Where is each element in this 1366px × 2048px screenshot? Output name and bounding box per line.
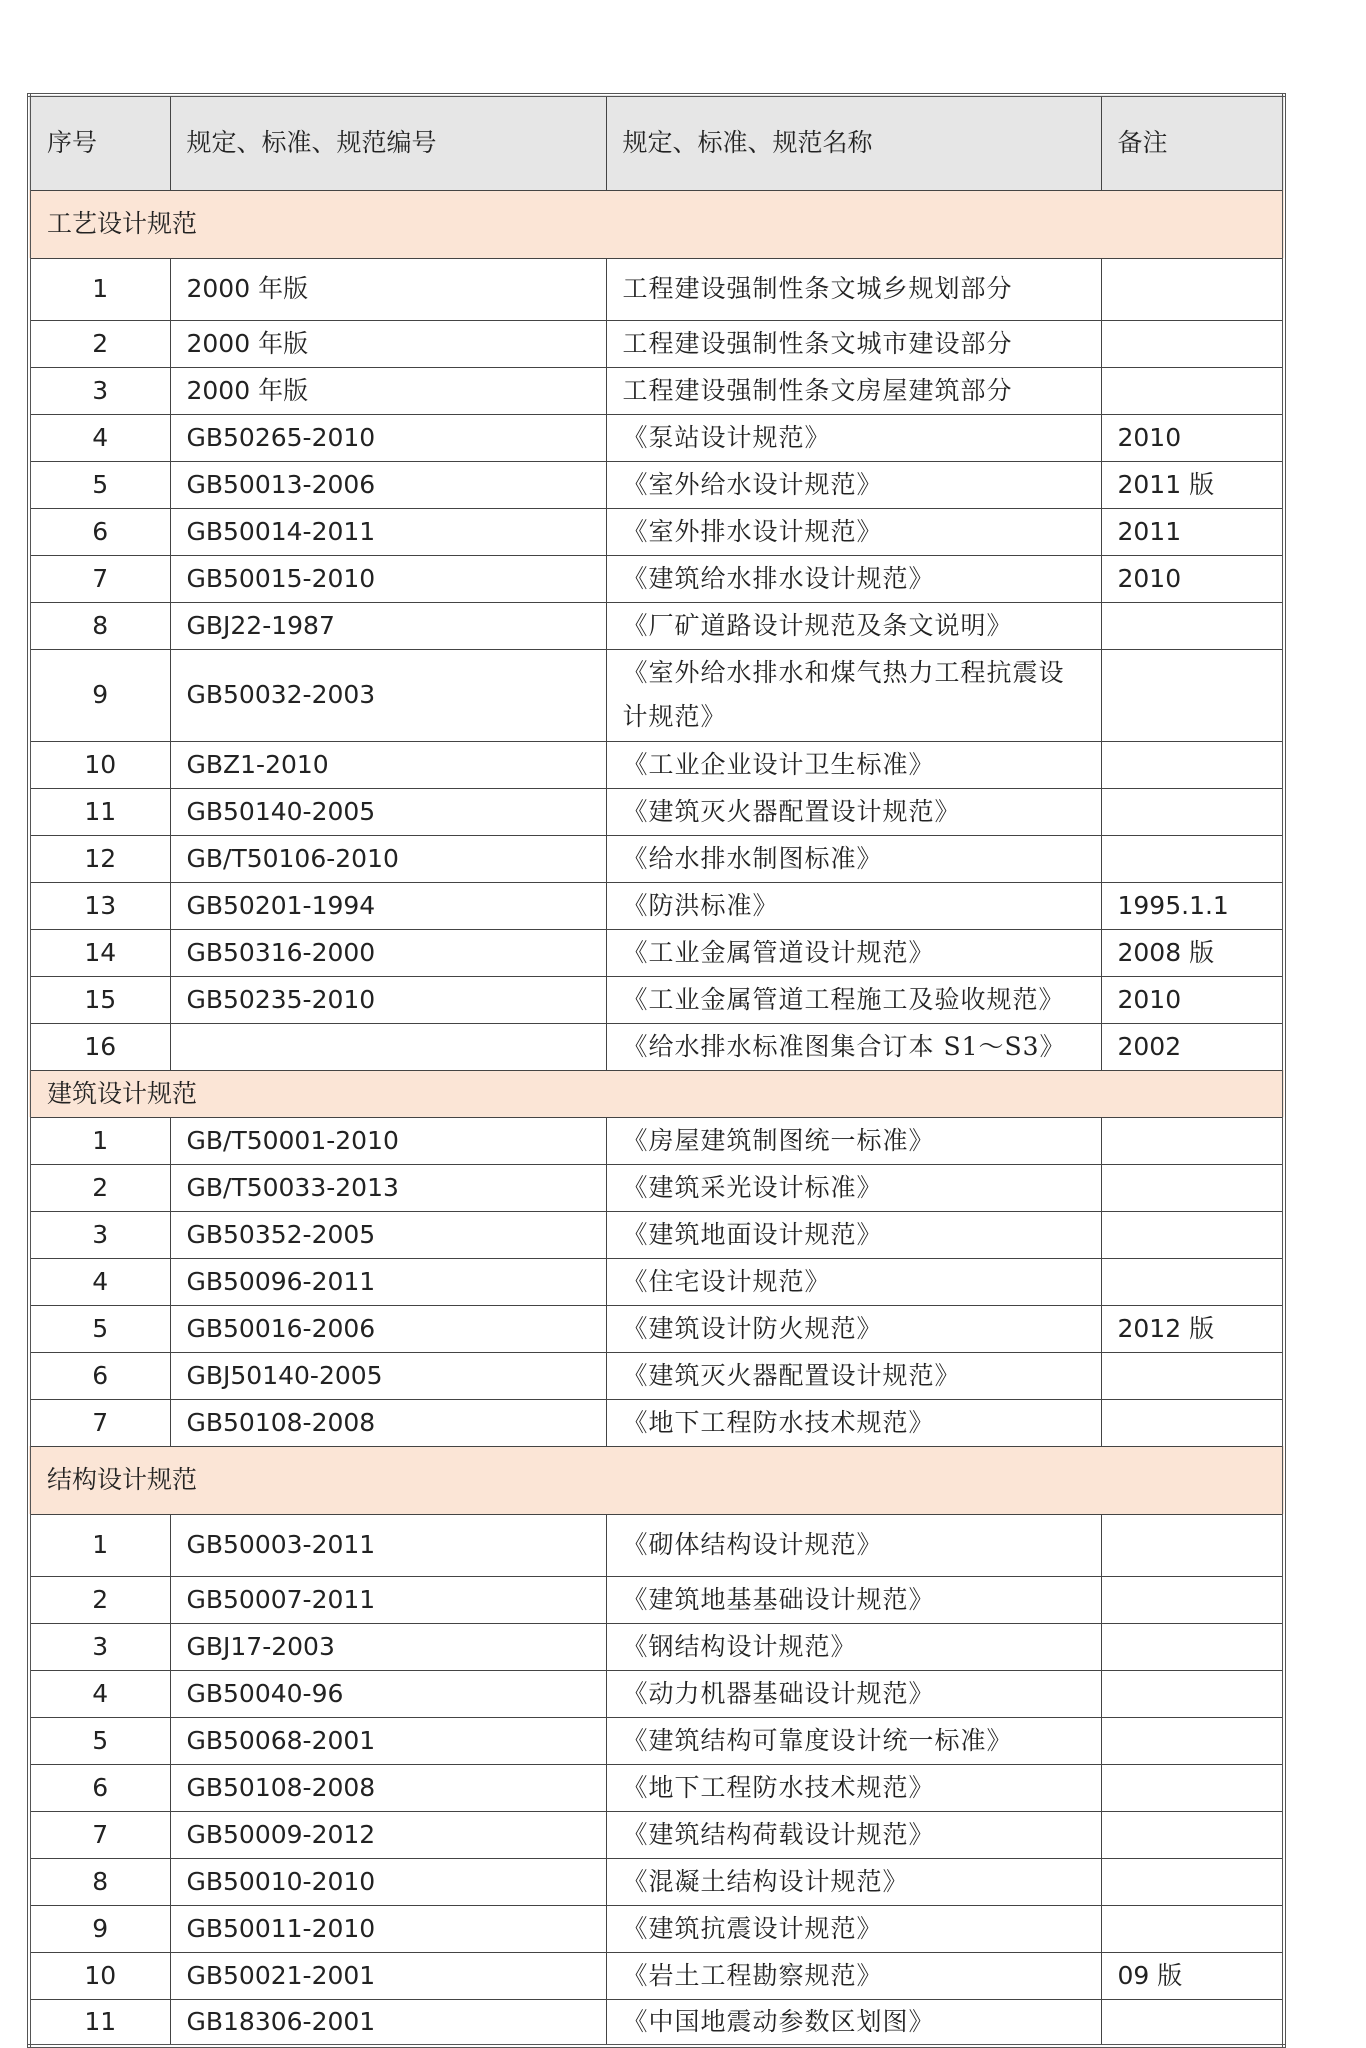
table-header-row: [29, 95, 1284, 190]
standard-name: 《混凝土结构设计规范》: [606, 1858, 1101, 1905]
table-row: [29, 882, 1284, 929]
row-index: 10: [29, 1952, 170, 1999]
standard-name: 《给水排水标准图集合订本 S1～S3》: [606, 1023, 1101, 1070]
standard-name: 《工业金属管道设计规范》: [606, 929, 1101, 976]
row-index: 6: [29, 1764, 170, 1811]
table-row: [29, 788, 1284, 835]
standard-code: GB50007-2011: [170, 1576, 606, 1623]
row-note: 2010: [1101, 976, 1284, 1023]
row-note: [1101, 1352, 1284, 1399]
row-index: 7: [29, 1399, 170, 1446]
standard-code: GB50010-2010: [170, 1858, 606, 1905]
table-row: [29, 1999, 1284, 2046]
row-index: 8: [29, 1858, 170, 1905]
standard-code: GB50040-96: [170, 1670, 606, 1717]
row-index: 10: [29, 741, 170, 788]
standard-code: GB/T50001-2010: [170, 1117, 606, 1164]
row-note: [1101, 1811, 1284, 1858]
table-row: [29, 649, 1284, 741]
row-note: [1101, 835, 1284, 882]
standard-code: GB50016-2006: [170, 1305, 606, 1352]
table-row: [29, 367, 1284, 414]
section-title: 建筑设计规范: [29, 1070, 1284, 1117]
standard-code: GB50009-2012: [170, 1811, 606, 1858]
standard-name: 工程建设强制性条文城市建设部分: [606, 320, 1101, 367]
row-note: [1101, 602, 1284, 649]
standard-code: 2000 年版: [170, 258, 606, 320]
row-index: 2: [29, 320, 170, 367]
table-row: [29, 555, 1284, 602]
table-row: [29, 602, 1284, 649]
standard-code: GB18306-2001: [170, 1999, 606, 2046]
row-index: 5: [29, 461, 170, 508]
standard-name: 《房屋建筑制图统一标准》: [606, 1117, 1101, 1164]
row-note: [1101, 320, 1284, 367]
table-row: [29, 1258, 1284, 1305]
row-index: 9: [29, 1905, 170, 1952]
row-index: 15: [29, 976, 170, 1023]
standard-code: GB50014-2011: [170, 508, 606, 555]
row-note: [1101, 1764, 1284, 1811]
table-row: [29, 1023, 1284, 1070]
standard-code: GB50032-2003: [170, 649, 606, 741]
row-note: [1101, 788, 1284, 835]
row-note: [1101, 649, 1284, 741]
row-note: [1101, 1670, 1284, 1717]
table-row: [29, 1399, 1284, 1446]
standard-code: GB50201-1994: [170, 882, 606, 929]
standard-name: 《工业企业设计卫生标准》: [606, 741, 1101, 788]
row-index: 8: [29, 602, 170, 649]
standard-name: 《住宅设计规范》: [606, 1258, 1101, 1305]
row-index: 2: [29, 1576, 170, 1623]
row-index: 7: [29, 555, 170, 602]
row-note: [1101, 1399, 1284, 1446]
standard-name: 《厂矿道路设计规范及条文说明》: [606, 602, 1101, 649]
row-index: 3: [29, 1623, 170, 1670]
table-row: [29, 1164, 1284, 1211]
standard-code: 2000 年版: [170, 367, 606, 414]
standard-name: 工程建设强制性条文房屋建筑部分: [606, 367, 1101, 414]
row-note: [1101, 1514, 1284, 1576]
table-body: [29, 95, 1284, 2046]
row-index: 2: [29, 1164, 170, 1211]
standard-code: GB/T50033-2013: [170, 1164, 606, 1211]
standard-name: 《建筑设计防火规范》: [606, 1305, 1101, 1352]
header-note: 备注: [1101, 95, 1284, 190]
section-row: [29, 1070, 1284, 1117]
row-note: [1101, 1999, 1284, 2046]
section-row: [29, 1446, 1284, 1514]
standard-code: GB/T50106-2010: [170, 835, 606, 882]
row-note: 1995.1.1: [1101, 882, 1284, 929]
section-title: 结构设计规范: [29, 1446, 1284, 1514]
row-note: [1101, 1211, 1284, 1258]
row-note: [1101, 741, 1284, 788]
row-index: 6: [29, 1352, 170, 1399]
row-note: [1101, 1623, 1284, 1670]
standard-name: 《室外给水排水和煤气热力工程抗震设计规范》: [606, 649, 1101, 741]
standard-name: 《建筑结构荷载设计规范》: [606, 1811, 1101, 1858]
standard-code: 2000 年版: [170, 320, 606, 367]
standard-code: GB50003-2011: [170, 1514, 606, 1576]
row-index: 6: [29, 508, 170, 555]
standard-code: GB50068-2001: [170, 1717, 606, 1764]
row-note: 2002: [1101, 1023, 1284, 1070]
table-row: [29, 1764, 1284, 1811]
standard-code: GBJ22-1987: [170, 602, 606, 649]
table-row: [29, 1858, 1284, 1905]
table-row: [29, 1670, 1284, 1717]
row-index: 1: [29, 1117, 170, 1164]
standard-name: 《建筑抗震设计规范》: [606, 1905, 1101, 1952]
row-index: 11: [29, 788, 170, 835]
standard-name: 《工业金属管道工程施工及验收规范》: [606, 976, 1101, 1023]
row-index: 4: [29, 1670, 170, 1717]
row-note: [1101, 1117, 1284, 1164]
table-row: [29, 1905, 1284, 1952]
row-index: 5: [29, 1717, 170, 1764]
standard-code: GB50011-2010: [170, 1905, 606, 1952]
standard-name: 《地下工程防水技术规范》: [606, 1764, 1101, 1811]
table-row: [29, 976, 1284, 1023]
row-index: 13: [29, 882, 170, 929]
row-index: 4: [29, 1258, 170, 1305]
table-row: [29, 508, 1284, 555]
standard-code: GB50108-2008: [170, 1764, 606, 1811]
section-title: 工艺设计规范: [29, 190, 1284, 258]
standard-name: 《建筑灭火器配置设计规范》: [606, 1352, 1101, 1399]
row-note: [1101, 258, 1284, 320]
standard-name: 《岩土工程勘察规范》: [606, 1952, 1101, 1999]
table-row: [29, 835, 1284, 882]
table-row: [29, 1514, 1284, 1576]
row-note: 2011: [1101, 508, 1284, 555]
standard-name: 《动力机器基础设计规范》: [606, 1670, 1101, 1717]
row-note: 2011 版: [1101, 461, 1284, 508]
row-index: 1: [29, 1514, 170, 1576]
section-row: [29, 190, 1284, 258]
row-index: 7: [29, 1811, 170, 1858]
standard-name: 《建筑给水排水设计规范》: [606, 555, 1101, 602]
standard-name: 工程建设强制性条文城乡规划部分: [606, 258, 1101, 320]
standard-code: GB50265-2010: [170, 414, 606, 461]
row-note: 09 版: [1101, 1952, 1284, 1999]
standard-code: [170, 1023, 606, 1070]
row-note: 2008 版: [1101, 929, 1284, 976]
table-row: [29, 929, 1284, 976]
table-row: [29, 1576, 1284, 1623]
standard-code: GBZ1-2010: [170, 741, 606, 788]
table-row: [29, 1117, 1284, 1164]
row-index: 5: [29, 1305, 170, 1352]
standard-name: 《建筑地面设计规范》: [606, 1211, 1101, 1258]
standard-name: 《防洪标准》: [606, 882, 1101, 929]
row-note: 2010: [1101, 555, 1284, 602]
standard-code: GB50316-2000: [170, 929, 606, 976]
header-code: 规定、标准、规范编号: [170, 95, 606, 190]
table-row: [29, 258, 1284, 320]
table-row: [29, 1811, 1284, 1858]
standard-name: 《中国地震动参数区划图》: [606, 1999, 1101, 2046]
table-row: [29, 1211, 1284, 1258]
standard-code: GB50013-2006: [170, 461, 606, 508]
header-index: 序号: [29, 95, 170, 190]
table-row: [29, 1952, 1284, 1999]
table-row: [29, 320, 1284, 367]
table-row: [29, 1352, 1284, 1399]
row-index: 1: [29, 258, 170, 320]
row-note: [1101, 367, 1284, 414]
standard-name: 《建筑采光设计标准》: [606, 1164, 1101, 1211]
table-row: [29, 414, 1284, 461]
standard-name: 《室外给水设计规范》: [606, 461, 1101, 508]
table-row: [29, 741, 1284, 788]
row-index: 11: [29, 1999, 170, 2046]
row-note: [1101, 1164, 1284, 1211]
standard-name: 《地下工程防水技术规范》: [606, 1399, 1101, 1446]
row-note: [1101, 1258, 1284, 1305]
table-row: [29, 1623, 1284, 1670]
standard-code: GB50108-2008: [170, 1399, 606, 1446]
row-note: [1101, 1717, 1284, 1764]
row-note: [1101, 1576, 1284, 1623]
standard-code: GBJ17-2003: [170, 1623, 606, 1670]
row-index: 16: [29, 1023, 170, 1070]
standard-code: GB50021-2001: [170, 1952, 606, 1999]
standard-name: 《室外排水设计规范》: [606, 508, 1101, 555]
standard-code: GB50352-2005: [170, 1211, 606, 1258]
row-index: 12: [29, 835, 170, 882]
standard-code: GB50096-2011: [170, 1258, 606, 1305]
table-row: [29, 461, 1284, 508]
row-note: [1101, 1858, 1284, 1905]
row-note: [1101, 1905, 1284, 1952]
standard-code: GBJ50140-2005: [170, 1352, 606, 1399]
standard-name: 《建筑灭火器配置设计规范》: [606, 788, 1101, 835]
standards-table: [27, 93, 1286, 2048]
standard-code: GB50235-2010: [170, 976, 606, 1023]
row-index: 3: [29, 1211, 170, 1258]
standard-name: 《给水排水制图标准》: [606, 835, 1101, 882]
table-row: [29, 1305, 1284, 1352]
standard-name: 《泵站设计规范》: [606, 414, 1101, 461]
standard-code: GB50015-2010: [170, 555, 606, 602]
row-index: 3: [29, 367, 170, 414]
row-note: 2010: [1101, 414, 1284, 461]
standard-name: 《砌体结构设计规范》: [606, 1514, 1101, 1576]
row-index: 14: [29, 929, 170, 976]
standard-name: 《建筑地基基础设计规范》: [606, 1576, 1101, 1623]
standard-code: GB50140-2005: [170, 788, 606, 835]
row-note: 2012 版: [1101, 1305, 1284, 1352]
standard-name: 《钢结构设计规范》: [606, 1623, 1101, 1670]
row-index: 4: [29, 414, 170, 461]
standard-name: 《建筑结构可靠度设计统一标准》: [606, 1717, 1101, 1764]
header-name: 规定、标准、规范名称: [606, 95, 1101, 190]
table-row: [29, 1717, 1284, 1764]
row-index: 9: [29, 649, 170, 741]
